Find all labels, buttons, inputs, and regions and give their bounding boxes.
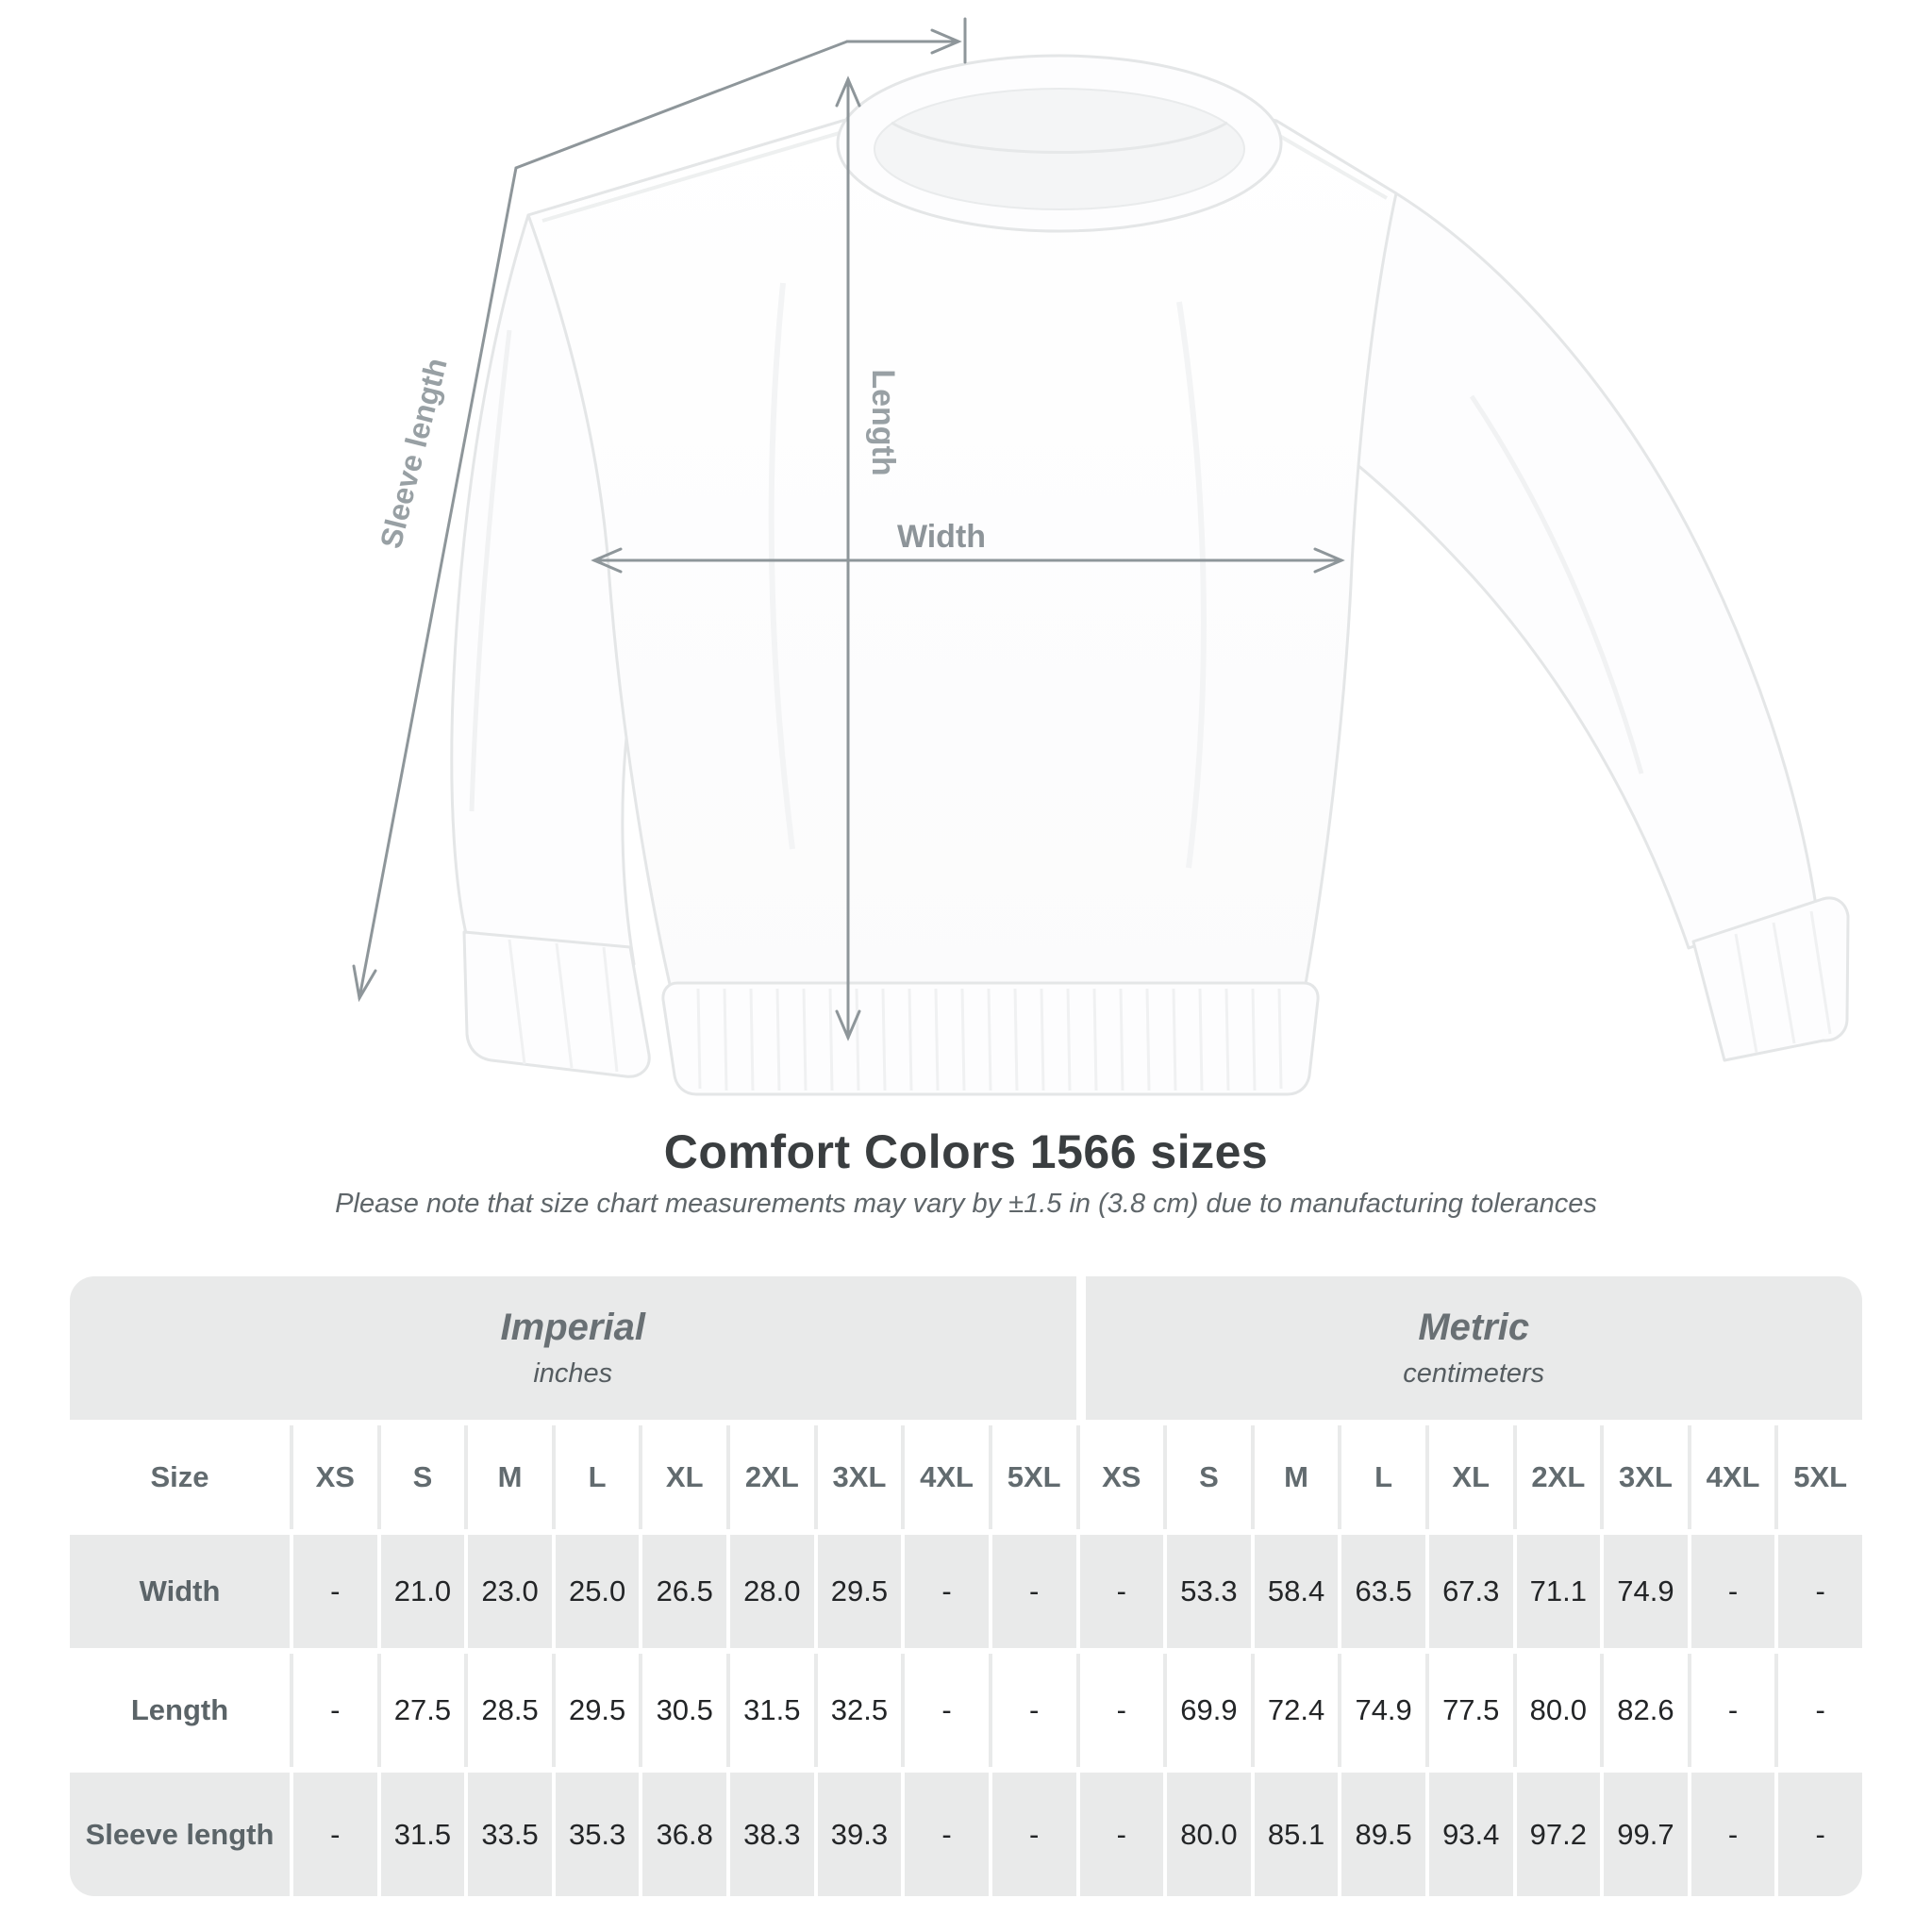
value-metric: [1513, 1535, 1601, 1648]
value-metric-text: -: [1815, 1693, 1825, 1726]
value-metric: [1600, 1654, 1688, 1767]
value-metric: [1338, 1535, 1425, 1648]
value-metric-text: 63.5: [1355, 1574, 1412, 1607]
value-imperial-text: -: [330, 1817, 341, 1851]
value-metric-text: 80.0: [1180, 1817, 1238, 1851]
value-metric-text: -: [1116, 1817, 1126, 1851]
size-header-metric-5xl-text: 5XL: [1793, 1460, 1848, 1493]
value-metric: [1688, 1654, 1775, 1767]
value-imperial-text: 33.5: [481, 1817, 539, 1851]
size-header-metric-5xl: [1774, 1425, 1862, 1529]
value-imperial-text: 21.0: [393, 1574, 452, 1607]
value-imperial: [901, 1535, 989, 1648]
value-metric: [1513, 1654, 1601, 1767]
value-metric: [1688, 1535, 1775, 1648]
value-imperial-text: 39.3: [830, 1817, 889, 1851]
imperial-group-header: [70, 1276, 1076, 1420]
row-label-length-text: Length: [130, 1693, 229, 1726]
value-metric: [1338, 1654, 1425, 1767]
size-header-metric-xs: [1076, 1425, 1164, 1529]
sleeve-length-label: Sleeve length: [373, 354, 454, 552]
size-header-metric-4xl: [1688, 1425, 1775, 1529]
size-header-metric-3xl-text: 3XL: [1619, 1460, 1673, 1493]
value-imperial-text: 35.3: [568, 1817, 626, 1851]
value-imperial: [377, 1773, 465, 1896]
size-header-imperial-2xl-text: 2XL: [744, 1460, 799, 1493]
value-metric: [1163, 1654, 1251, 1767]
size-header-metric-l: [1338, 1425, 1425, 1529]
value-imperial: [464, 1535, 552, 1648]
value-metric-text: 77.5: [1442, 1693, 1500, 1726]
value-metric: [1600, 1535, 1688, 1648]
row-label-width: [70, 1535, 290, 1648]
value-metric: [1076, 1654, 1164, 1767]
value-imperial: [726, 1535, 814, 1648]
value-imperial: [552, 1773, 640, 1896]
value-imperial: [639, 1773, 726, 1896]
value-imperial: [290, 1773, 377, 1896]
value-metric: [1600, 1773, 1688, 1896]
value-metric-text: 74.9: [1355, 1693, 1412, 1726]
value-imperial-text: 26.5: [656, 1574, 713, 1607]
sweatshirt-illustration: [452, 56, 1848, 1094]
value-imperial-text: 29.5: [568, 1693, 626, 1726]
value-imperial-text: 28.5: [481, 1693, 539, 1726]
size-header-metric-s-text: S: [1199, 1460, 1219, 1493]
metric-group-header: [1076, 1276, 1863, 1420]
value-metric-text: 69.9: [1180, 1693, 1238, 1726]
value-metric-text: 74.9: [1617, 1574, 1674, 1607]
size-header-imperial-xl: [639, 1425, 726, 1529]
size-header-imperial-s: [377, 1425, 465, 1529]
size-header-imperial-4xl: [901, 1425, 989, 1529]
value-imperial-text: -: [330, 1574, 341, 1607]
value-imperial: [464, 1773, 552, 1896]
value-imperial-text: -: [941, 1574, 952, 1607]
size-header-metric-l-text: L: [1374, 1460, 1393, 1493]
value-imperial-text: 23.0: [481, 1574, 539, 1607]
size-header-metric-3xl: [1600, 1425, 1688, 1529]
row-label-sleeve-length-text: Sleeve length: [85, 1817, 275, 1851]
value-metric: [1774, 1535, 1862, 1648]
value-imperial-text: 25.0: [568, 1574, 626, 1607]
size-header-metric-m-text: M: [1284, 1460, 1308, 1493]
value-metric: [1425, 1654, 1513, 1767]
value-metric: [1338, 1773, 1425, 1896]
metric-label: Metric: [1418, 1307, 1530, 1348]
size-header-metric-xl: [1425, 1425, 1513, 1529]
value-metric-text: -: [1116, 1693, 1126, 1726]
metric-unit: centimeters: [1403, 1358, 1545, 1389]
size-header-imperial-xl-text: XL: [665, 1460, 704, 1493]
length-label: Length: [865, 369, 901, 476]
value-imperial-text: -: [1029, 1693, 1040, 1726]
value-metric-text: 53.3: [1180, 1574, 1238, 1607]
value-metric-text: -: [1727, 1574, 1739, 1607]
value-metric-text: -: [1815, 1574, 1825, 1607]
value-imperial-text: 31.5: [743, 1693, 801, 1726]
value-metric: [1774, 1773, 1862, 1896]
size-header-imperial-5xl-text: 5XL: [1007, 1460, 1061, 1493]
value-metric: [1076, 1535, 1164, 1648]
value-imperial: [552, 1654, 640, 1767]
value-imperial: [901, 1654, 989, 1767]
size-header-imperial-l: [552, 1425, 640, 1529]
value-metric: [1513, 1773, 1601, 1896]
value-metric-text: 71.1: [1529, 1574, 1588, 1607]
value-metric: [1688, 1773, 1775, 1896]
value-metric: [1425, 1535, 1513, 1648]
size-header-metric-xl-text: XL: [1452, 1460, 1491, 1493]
value-metric-text: 72.4: [1267, 1693, 1325, 1726]
value-imperial: [290, 1535, 377, 1648]
size-header-metric-4xl-text: 4XL: [1706, 1460, 1760, 1493]
value-metric-text: 97.2: [1529, 1817, 1588, 1851]
value-metric: [1251, 1773, 1339, 1896]
size-header-metric-2xl: [1513, 1425, 1601, 1529]
value-imperial-text: 31.5: [393, 1817, 452, 1851]
size-table: [70, 1276, 1862, 1896]
value-imperial: [989, 1535, 1076, 1648]
value-metric-text: 85.1: [1267, 1817, 1325, 1851]
value-metric-text: -: [1815, 1817, 1825, 1851]
size-header-imperial-m-text: M: [497, 1460, 523, 1493]
size-header-imperial-xs: [290, 1425, 377, 1529]
value-metric-text: 82.6: [1617, 1693, 1674, 1726]
size-header-metric-m: [1251, 1425, 1339, 1529]
value-imperial: [726, 1773, 814, 1896]
value-metric-text: 67.3: [1442, 1574, 1500, 1607]
value-metric-text: -: [1727, 1817, 1739, 1851]
value-imperial-text: -: [330, 1693, 341, 1726]
value-imperial: [814, 1773, 902, 1896]
collar-opening: [874, 89, 1244, 209]
size-header-imperial-xs-text: XS: [315, 1460, 355, 1493]
value-imperial: [552, 1535, 640, 1648]
value-metric-text: 58.4: [1267, 1574, 1325, 1607]
size-header-imperial-5xl: [989, 1425, 1076, 1529]
value-imperial-text: -: [1029, 1817, 1040, 1851]
value-metric-text: 80.0: [1529, 1693, 1588, 1726]
row-label-sleeve-length: [70, 1773, 290, 1896]
value-imperial: [290, 1654, 377, 1767]
value-imperial: [639, 1535, 726, 1648]
size-header-imperial-4xl-text: 4XL: [920, 1460, 974, 1493]
value-imperial-text: -: [941, 1817, 952, 1851]
value-imperial: [989, 1654, 1076, 1767]
size-header-imperial-3xl: [814, 1425, 902, 1529]
value-imperial-text: -: [941, 1693, 952, 1726]
imperial-unit: inches: [533, 1358, 613, 1389]
value-metric: [1163, 1773, 1251, 1896]
row-label-length: [70, 1654, 290, 1767]
size-header-imperial-3xl-text: 3XL: [832, 1460, 887, 1493]
value-imperial-text: 32.5: [830, 1693, 889, 1726]
value-metric-text: -: [1116, 1574, 1126, 1607]
value-imperial-text: 36.8: [656, 1817, 713, 1851]
value-imperial: [639, 1654, 726, 1767]
value-imperial: [726, 1654, 814, 1767]
value-imperial-text: 30.5: [656, 1693, 713, 1726]
value-imperial-text: 38.3: [743, 1817, 801, 1851]
size-header-imperial-m: [464, 1425, 552, 1529]
value-imperial: [377, 1654, 465, 1767]
value-metric: [1425, 1773, 1513, 1896]
value-imperial-text: 28.0: [743, 1574, 801, 1607]
value-metric-text: -: [1727, 1693, 1739, 1726]
size-header-metric-2xl-text: 2XL: [1531, 1460, 1586, 1493]
value-imperial: [814, 1654, 902, 1767]
value-metric: [1163, 1535, 1251, 1648]
page-title: Comfort Colors 1566 sizes: [663, 1125, 1269, 1178]
row-label-width-text: Width: [139, 1574, 221, 1607]
tolerance-note: Please note that size chart measurements may vary by ±1.5 in (3.8 cm) due to manufacturing tolerances: [335, 1189, 1597, 1219]
corner-size-cell-text: Size: [150, 1460, 209, 1493]
size-header-imperial-2xl: [726, 1425, 814, 1529]
value-metric: [1076, 1773, 1164, 1896]
value-metric: [1251, 1654, 1339, 1767]
value-imperial: [901, 1773, 989, 1896]
imperial-label: Imperial: [500, 1307, 645, 1348]
size-header-imperial-l-text: L: [588, 1460, 607, 1493]
value-imperial: [464, 1654, 552, 1767]
value-metric-text: 89.5: [1355, 1817, 1412, 1851]
value-imperial: [814, 1535, 902, 1648]
size-header-metric-s: [1163, 1425, 1251, 1529]
value-imperial: [989, 1773, 1076, 1896]
value-imperial-text: 29.5: [830, 1574, 889, 1607]
size-header-imperial-s-text: S: [412, 1460, 433, 1493]
value-imperial-text: 27.5: [393, 1693, 452, 1726]
corner-size-cell: [70, 1425, 290, 1529]
value-metric-text: 99.7: [1617, 1817, 1674, 1851]
value-imperial: [377, 1535, 465, 1648]
width-label: Width: [896, 519, 987, 555]
value-imperial-text: -: [1029, 1574, 1040, 1607]
value-metric: [1251, 1535, 1339, 1648]
value-metric: [1774, 1654, 1862, 1767]
value-metric-text: 93.4: [1442, 1817, 1500, 1851]
size-header-metric-xs-text: XS: [1102, 1460, 1141, 1493]
